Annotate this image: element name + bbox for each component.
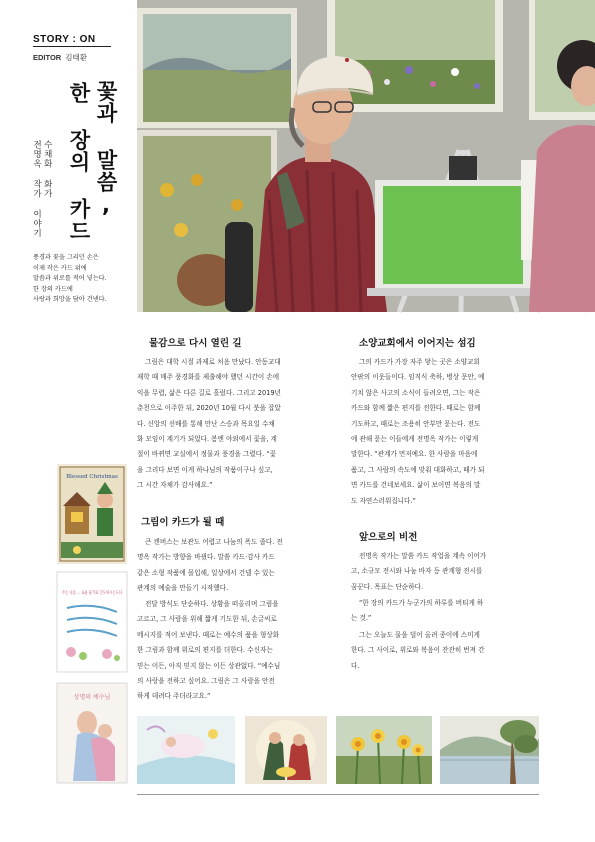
gallery-painting-angel xyxy=(137,716,235,784)
card-jesus-text: 상명의 예수님 xyxy=(73,694,111,701)
gallery-painting-daffodils xyxy=(336,716,432,784)
card-thumbnail-christmas xyxy=(57,464,127,564)
editor-credit xyxy=(33,52,87,63)
section-heading-3: 소양교회에서 이어지는 섬김 xyxy=(359,338,476,349)
section-2-paragraph-1: 큰 캔버스는 보관도 어렵고 나눔의 폭도 좁다. 전 명옥 작가는 방향을 바꿨다. 말씀 카드·감사 카드 같은 소형 작품에 몰입해, 일상에서 건넬 수 있는 관계의 예술을 만들기 시작했다. xyxy=(137,538,283,593)
section-heading-4: 앞으로의 비전 xyxy=(359,532,418,543)
card-thumbnail-jesus xyxy=(57,683,127,783)
section-heading-2: 그림이 카드가 될 때 xyxy=(141,517,225,528)
section-4-paragraph-2: “한 장의 카드가 누군가의 하루를 버티게 하 는 것.” xyxy=(351,599,484,623)
section-2-paragraph-2: 전달 방식도 단순하다. 상황을 떠올리며 그림을 고르고, 그 사람을 위해 짧게 기도한 뒤, 손글씨로 메시지를 적어 보낸다. 때로는 예수의 품을 형상화 한 그림과 함께 위로의 편지를 더한다. 수신자는 믿는 이든, 아직 믿지 않는 이든 상관없다. “예수님 의 사랑을 전하고 싶어요. 그림은 그 사랑을 안전 하게 데려다 주더라고요.” xyxy=(137,600,281,701)
subtitle-line1: 수채화 화가 xyxy=(42,140,53,199)
intro-line: 사랑과 희망을 담아 건넨다. xyxy=(33,296,107,304)
intro-line: 한 장의 카드에 xyxy=(33,285,73,293)
section-heading-1: 물감으로 다시 열린 길 xyxy=(149,338,242,349)
card-christmas-text: Blessed Christmas xyxy=(66,474,118,480)
title-line1: 꽃과 말씀, xyxy=(94,80,118,218)
gallery-painting-landscape xyxy=(440,716,539,784)
intro-line: 풍경과 꽃을 그리던 손은 xyxy=(33,254,99,261)
gallery-painting-nativity xyxy=(245,716,327,784)
subtitle xyxy=(31,140,52,238)
section-3-paragraph-1: 그의 카드가 가장 자주 닿는 곳은 소양교회 안팎의 이웃들이다. 임직식 축하, 병상 문안, 예 기치 않은 사고의 소식이 들려오면, 그는 작은 카드와 함께 짧은 편지를 전한다. 때로는 함께 기도하고, 때로는 조용히 안부만 묻는다. 전도 에 관해 묻는 이들에게 전명옥 작가는 이렇게 말한다. “관계가 먼저예요. 한 사람을 마음에 품고, 그 사람의 속도에 맞춰 대화하고, 때가 되 면 카드를 건네보세요. 삶이 보이면 복음의 말 도 자연스러워집니다.” xyxy=(351,358,485,505)
subtitle-line2: 전명옥 작가 이야기 xyxy=(31,140,42,238)
section-4-paragraph-1: 전명옥 작가는 말씀 카드 작업을 계속 이어가 고, 소규모 전시와 나눔 바자 등 관계형 전시를 꿈꾼다. 목표는 단순하다. xyxy=(351,552,487,591)
intro-line: 이제 작은 카드 위에 xyxy=(33,264,87,272)
section-4-paragraph-3: 그는 오늘도 물을 덜어 올려 종이에 스미게 한다. 그 사이로, 위로와 복음이 잔잔히 번져 간 다. xyxy=(351,631,485,670)
intro-text xyxy=(33,253,133,306)
story-tag: STORY : ON xyxy=(33,34,96,45)
story-rule xyxy=(33,46,111,47)
intro-line: 말씀과 위로를 적어 넣는다. xyxy=(33,275,107,283)
hero-illustration xyxy=(137,0,595,312)
editor-name: 김태환 xyxy=(65,53,87,62)
title-line2: 한 장의 카드 xyxy=(67,82,91,242)
bottom-rule xyxy=(137,794,539,795)
section-1-paragraph-1: 그림은 대학 시절 과제로 처음 만났다. 안동교대 재학 때 매주 풍경화를 제출해야 했던 시간이 손에 익을 무렵, 삶은 다른 길로 흘렀다. 그리고 2019년 춘천으로 이주한 뒤, 2020년 10월 다시 붓을 잡았 다. 신앙의 선배를 통해 만난 스승과 목요일 수채 화 모임이 계기가 되었다. 봄엔 야외에서 꽃을, 계 절이 바뀌면 교실에서 정물과 풍경을 그렸다. “꽃 을 그리다 보면 이게 하나님의 작품이구나 싶고, 그 시간 자체가 감사해요.” xyxy=(137,358,281,490)
editor-label: EDITOR xyxy=(33,53,62,62)
hero-photo xyxy=(137,0,595,312)
card-verse-text: 주는 나를 ... 로운 물가로 인도하시는도다 xyxy=(62,591,143,596)
card-thumbnail-verse xyxy=(57,572,143,672)
